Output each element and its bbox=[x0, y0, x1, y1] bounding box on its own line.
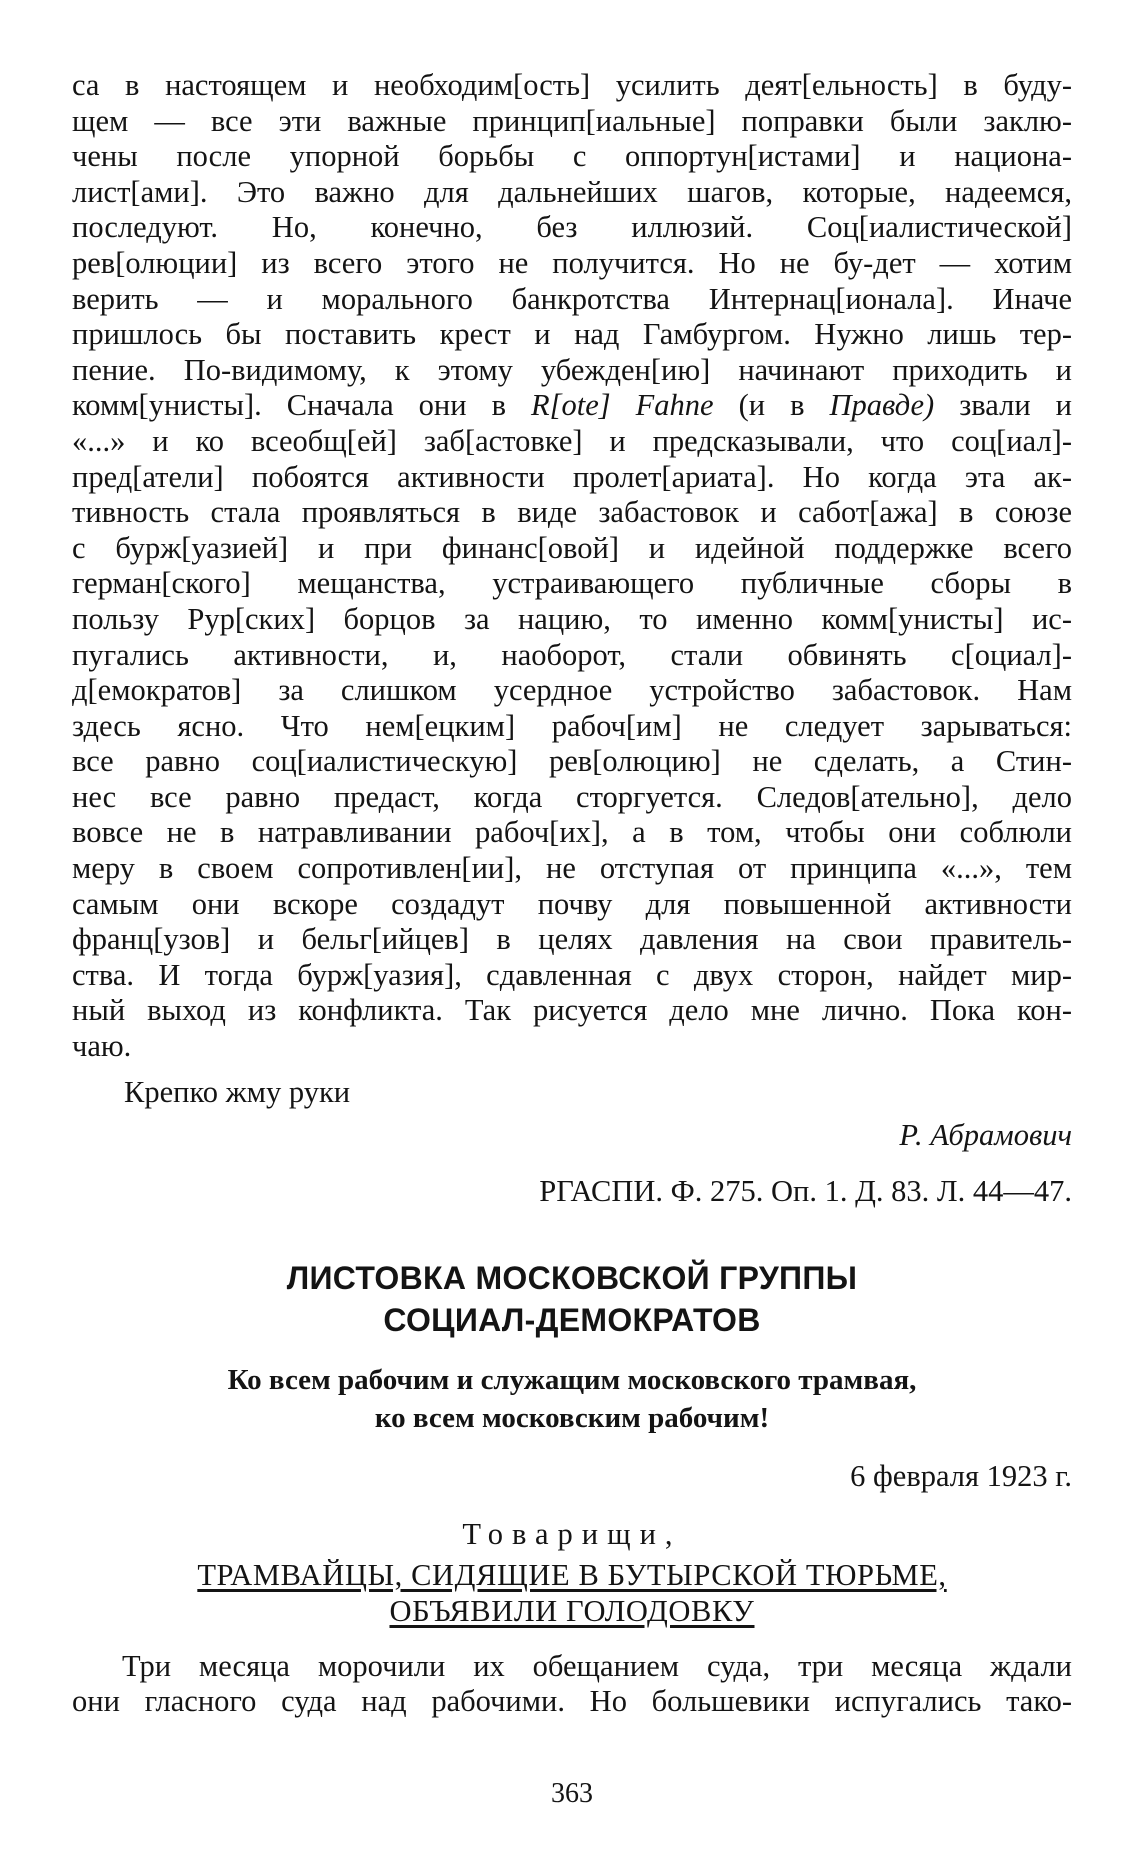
text-line: щем — все эти важные принцип[иальные] поправки были заклю- bbox=[72, 103, 1072, 138]
text-line: лист[ами]. Это важно для дальнейших шагов, которые, надеемся, bbox=[72, 174, 1072, 209]
text-line: д[емократов] за слишком усердное устройство забастовок. Нам bbox=[72, 673, 1072, 708]
text-line: пользу Рур[ских] борцов за нацию, то именно комм[унисты] ис- bbox=[72, 601, 1072, 636]
document-date: 6 февраля 1923 г. bbox=[850, 1459, 1072, 1494]
newspaper-name-pravda: Правде) bbox=[829, 388, 935, 423]
text-line: пение. По-видимому, к этому убежден[ию] начинают приходить и bbox=[72, 352, 1072, 387]
document-title bbox=[72, 1257, 1072, 1341]
text-line: пред[атели] побоятся активности пролет[ариата]. Но когда эта ак- bbox=[72, 459, 1072, 494]
text-line: вовсе не в натравливании рабоч[их], а в том, чтобы они соблюли bbox=[72, 815, 1072, 850]
text-line: чены после упорной борьбы с оппортун[истами] и национа- bbox=[72, 139, 1072, 174]
text-line: меру в своем сопротивлен[ии], не отступая от принципа «...», тем bbox=[72, 851, 1072, 886]
letter-signature: Р. Абрамович bbox=[899, 1118, 1072, 1153]
text-fragment: комм[унисты]. Сначала они в bbox=[72, 388, 531, 423]
document-subtitle-line: ко всем московским рабочим! bbox=[374, 1402, 770, 1435]
text-line: пугались активности, и, наоборот, стали обвинять с[оциал]- bbox=[72, 637, 1072, 672]
letter-text bbox=[72, 68, 1072, 1065]
text-line: с бурж[уазией] и при финанс[овой] и идейной поддержке всего bbox=[72, 530, 1072, 565]
text-line: нес все равно предаст, когда сторгуется. Следов[ательно], дело bbox=[72, 779, 1072, 814]
text-line: ный выход из конфликта. Так рисуется дело мне лично. Пока кон- bbox=[72, 993, 1072, 1028]
text-line: самым они вскоре создадут почву для повышенной активности bbox=[72, 886, 1072, 921]
newspaper-name-rote-fahne: R[ote] Fahne bbox=[531, 388, 714, 423]
text-line: последуют. Но, конечно, без иллюзий. Соц[иалистической] bbox=[72, 210, 1072, 245]
text-line: они гласного суда над рабочими. Но большевики испугались тако- bbox=[72, 1684, 1072, 1719]
document-subtitle bbox=[72, 1361, 1072, 1437]
leaflet-headline bbox=[72, 1557, 1072, 1629]
text-line: рев[олюции] из всего этого не получится. Но не бу-дет — хотим bbox=[72, 245, 1072, 280]
text-line: все равно соц[иалистическую] рев[олюцию] не сделать, а Стин- bbox=[72, 744, 1072, 779]
text-line: франц[узов] и бельг[ийцев] в целях давления на свои правитель- bbox=[72, 922, 1072, 957]
text-line: герман[ского] мещанства, устраивающего публичные сборы в bbox=[72, 566, 1072, 601]
text-line: са в настоящем и необходим[ость] усилить деят[ельность] в буду- bbox=[72, 68, 1072, 102]
text-fragment: звали и bbox=[934, 388, 1072, 423]
leaflet-body-text bbox=[72, 1649, 1072, 1720]
text-line: здесь ясно. Что нем[ецким] рабоч[им] не следует зарываться: bbox=[72, 708, 1072, 743]
document-title-line: ЛИСТОВКА МОСКОВСКОЙ ГРУППЫ bbox=[286, 1260, 858, 1297]
book-page bbox=[72, 68, 1072, 1828]
text-line: пришлось бы поставить крест и над Гамбургом. Нужно лишь тер- bbox=[72, 317, 1072, 352]
text-line-mixed bbox=[72, 388, 1072, 424]
archive-reference: РГАСПИ. Ф. 275. Оп. 1. Д. 83. Л. 44—47. bbox=[539, 1173, 1072, 1208]
text-line: верить — и морального банкротства Интернац[ионала]. Иначе bbox=[72, 281, 1072, 316]
letter-closing: Крепко жму руки bbox=[124, 1074, 351, 1109]
leaflet-greeting: Товарищи, bbox=[462, 1517, 682, 1551]
text-fragment: (и в bbox=[713, 388, 830, 423]
page-number: 363 bbox=[551, 1778, 593, 1809]
text-line: тивность стала проявляться в виде забастовок и сабот[ажа] в союзе bbox=[72, 495, 1072, 530]
text-line: «...» и ко всеобщ[ей] заб[астовке] и предсказывали, что соц[иал]- bbox=[72, 423, 1072, 458]
text-line: ства. И тогда бурж[уазия], сдавленная с двух сторон, найдет мир- bbox=[72, 957, 1072, 992]
text-line: Три месяца морочили их обещанием суда, три месяца ждали bbox=[122, 1648, 1072, 1683]
leaflet-headline-line: ОБЪЯВИЛИ ГОЛОДОВКУ bbox=[389, 1593, 755, 1628]
leaflet-headline-line: ТРАМВАЙЦЫ, СИДЯЩИЕ В БУТЫРСКОЙ ТЮРЬМЕ, bbox=[197, 1557, 947, 1592]
document-title-line: СОЦИАЛ-ДЕМОКРАТОВ bbox=[383, 1302, 761, 1339]
text-line: чаю. bbox=[72, 1029, 132, 1064]
document-subtitle-line: Ко всем рабочим и служащим московского трамвая, bbox=[227, 1364, 917, 1397]
